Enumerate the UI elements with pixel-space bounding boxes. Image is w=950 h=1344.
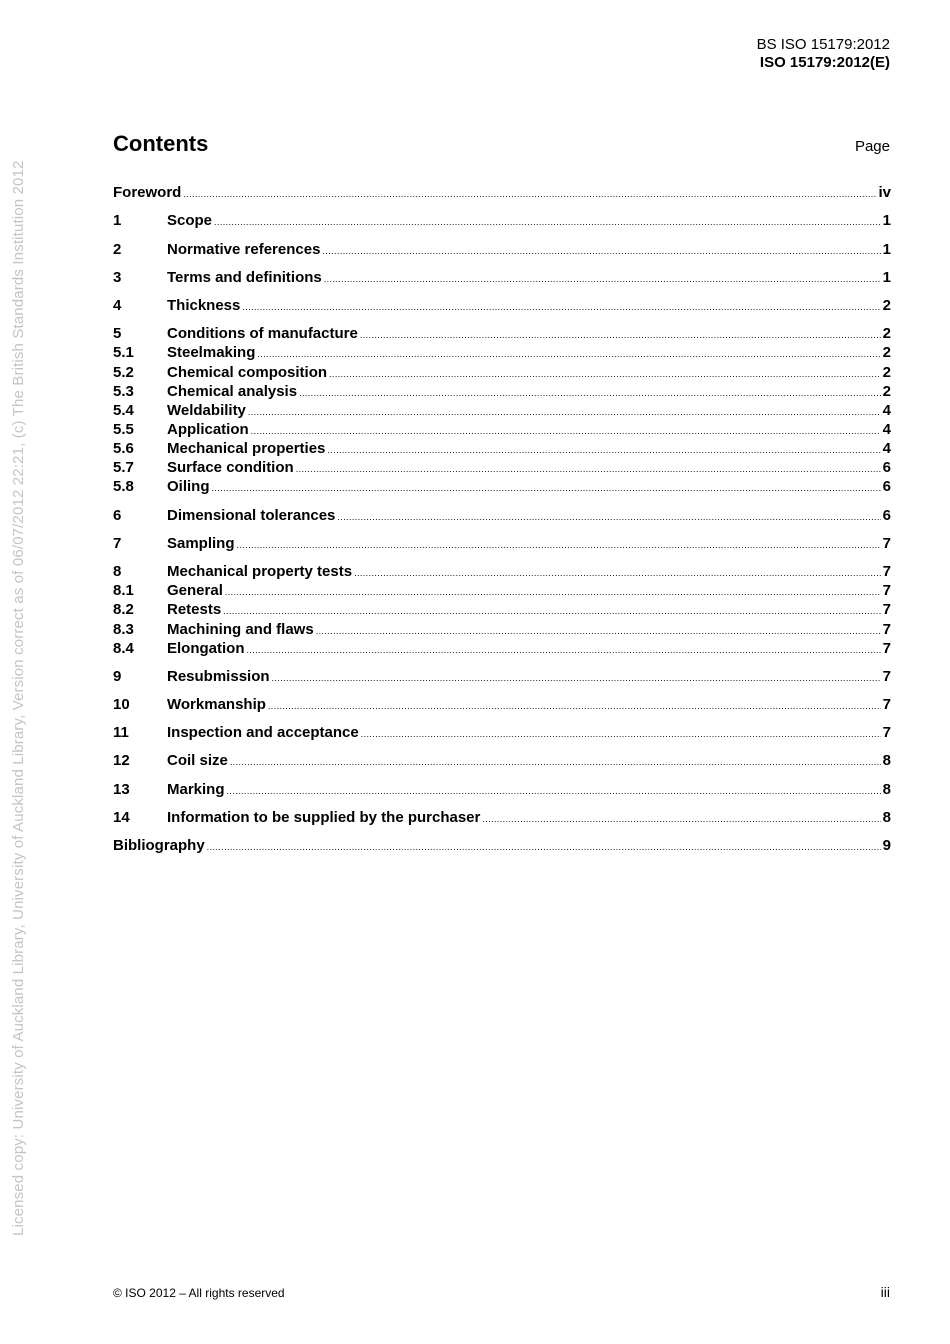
toc-entry[interactable] <box>113 695 891 714</box>
toc-entry-page: 6 <box>882 507 891 524</box>
toc-entry-number: 5 <box>113 325 122 342</box>
toc-entry[interactable] <box>113 667 891 686</box>
toc-dot-leader <box>272 669 881 688</box>
toc-entry-title: Retests <box>167 601 222 618</box>
toc-entry-number: 5.3 <box>113 383 134 400</box>
toc-entry-number: 12 <box>113 752 130 769</box>
toc-entry[interactable] <box>113 324 891 343</box>
toc-entry-title: Scope <box>167 212 213 229</box>
toc-entry-title: Foreword <box>113 184 182 201</box>
toc-entry-page: 2 <box>882 383 891 400</box>
license-watermark-text: Licensed copy: University of Auckland Library, University of Auckland Library, Version correct as of 06/07/2012 22:21, (c) The British Standards Institution 2012 <box>10 160 27 1236</box>
toc-entry-number: 2 <box>113 241 122 258</box>
toc-entry-page: 7 <box>882 621 891 638</box>
toc-entry[interactable] <box>113 723 891 742</box>
toc-entry-page: 2 <box>882 344 891 361</box>
toc-dot-leader <box>214 213 881 232</box>
toc-entry-number: 14 <box>113 809 130 826</box>
toc-entry-title: General <box>167 582 223 599</box>
toc-entry-title: Information to be supplied by the purchaser <box>167 809 481 826</box>
toc-entry-page: 7 <box>882 535 891 552</box>
toc-entry[interactable] <box>113 240 891 259</box>
toc-dot-leader <box>183 185 876 204</box>
toc-entry-number: 8.1 <box>113 582 134 599</box>
toc-entry-number: 7 <box>113 535 122 552</box>
toc-entry-page: 1 <box>882 269 891 286</box>
toc-entry-page: 8 <box>882 781 891 798</box>
toc-entry-number: 5.6 <box>113 440 134 457</box>
toc-dot-leader <box>223 602 880 621</box>
toc-entry[interactable] <box>113 534 891 553</box>
toc-entry-page: 8 <box>882 809 891 826</box>
toc-entry-page: 6 <box>882 478 891 495</box>
toc-entry-title: Mechanical property tests <box>167 563 353 580</box>
toc-entry-page: iv <box>878 184 891 201</box>
toc-entry-title: Sampling <box>167 535 235 552</box>
toc-entry-number: 5.1 <box>113 344 134 361</box>
toc-entry[interactable] <box>113 382 891 401</box>
toc-entry[interactable] <box>113 363 891 382</box>
toc-entry[interactable] <box>113 183 891 202</box>
toc-entry-title: Bibliography <box>113 837 205 854</box>
toc-entry[interactable] <box>113 458 891 477</box>
toc-entry-page: 7 <box>882 582 891 599</box>
standard-header <box>757 36 890 72</box>
toc-entry-page: 4 <box>882 421 891 438</box>
toc-dot-leader <box>482 810 880 829</box>
contents-title: Contents <box>113 131 209 156</box>
toc-entry-number: 13 <box>113 781 130 798</box>
toc-dot-leader <box>268 697 881 716</box>
toc-entry-page: 7 <box>882 563 891 580</box>
toc-entry[interactable] <box>113 600 891 619</box>
toc-entry-number: 1 <box>113 212 122 229</box>
toc-entry-title: Application <box>167 421 249 438</box>
toc-entry-page: 9 <box>882 837 891 854</box>
iso-standard-number: ISO 15179:2012(E) <box>759 54 890 71</box>
toc-entry[interactable] <box>113 808 891 827</box>
page-number: iii <box>880 1284 890 1300</box>
toc-entry[interactable] <box>113 343 891 362</box>
toc-entry-title: Chemical analysis <box>167 383 298 400</box>
toc-entry-title: Surface condition <box>167 459 294 476</box>
toc-entry-page: 4 <box>882 402 891 419</box>
toc-entry-page: 4 <box>882 440 891 457</box>
toc-entry-page: 6 <box>882 459 891 476</box>
toc-entry[interactable] <box>113 751 891 770</box>
bs-standard-number: BS ISO 15179:2012 <box>756 36 890 53</box>
toc-entry[interactable] <box>113 506 891 525</box>
toc-entry-title: Coil size <box>167 752 228 769</box>
toc-dot-leader <box>207 838 881 857</box>
toc-entry[interactable] <box>113 620 891 639</box>
toc-entry-title: Weldability <box>167 402 246 419</box>
toc-entry-number: 9 <box>113 668 122 685</box>
toc-dot-leader <box>361 725 881 744</box>
toc-entry-number: 5.4 <box>113 402 134 419</box>
toc-entry[interactable] <box>113 296 891 315</box>
toc-entry-page: 7 <box>882 668 891 685</box>
toc-entry-title: Resubmission <box>167 668 270 685</box>
toc-entry[interactable] <box>113 420 891 439</box>
toc-entry-page: 2 <box>882 297 891 314</box>
toc-entry[interactable] <box>113 581 891 600</box>
toc-entry-title: Elongation <box>167 640 245 657</box>
toc-entry-number: 4 <box>113 297 122 314</box>
toc-entry-title: Steelmaking <box>167 344 256 361</box>
toc-entry-page: 7 <box>882 724 891 741</box>
toc-entry-page: 2 <box>882 325 891 342</box>
toc-entry[interactable] <box>113 780 891 799</box>
toc-entry-title: Chemical composition <box>167 364 328 381</box>
toc-entry[interactable] <box>113 562 891 581</box>
toc-entry-number: 8.2 <box>113 601 134 618</box>
toc-entry-title: Machining and flaws <box>167 621 314 638</box>
toc-dot-leader <box>227 782 881 801</box>
toc-entry[interactable] <box>113 836 891 855</box>
toc-entry-title: Dimensional tolerances <box>167 507 336 524</box>
toc-dot-leader <box>257 345 880 364</box>
toc-entry-title: Inspection and acceptance <box>167 724 359 741</box>
toc-entry-title: Marking <box>167 781 225 798</box>
license-watermark <box>0 0 27 1344</box>
toc-entry-title: Oiling <box>167 478 210 495</box>
toc-entry-number: 5.8 <box>113 478 134 495</box>
toc-entry-number: 8.3 <box>113 621 134 638</box>
toc-dot-leader <box>237 536 881 555</box>
toc-entry-page: 7 <box>882 640 891 657</box>
toc-entry-title: Workmanship <box>167 696 266 713</box>
toc-dot-leader <box>242 298 880 317</box>
toc-dot-leader <box>247 641 881 660</box>
toc-entry-page: 1 <box>882 212 891 229</box>
toc-dot-leader <box>212 479 881 498</box>
toc-entry-page: 1 <box>882 241 891 258</box>
toc-entry-number: 11 <box>113 724 129 741</box>
toc-entry-number: 3 <box>113 269 122 286</box>
toc-entry-page: 7 <box>882 601 891 618</box>
toc-entry[interactable] <box>113 639 891 658</box>
toc-entry-number: 5.5 <box>113 421 134 438</box>
toc-entry-title: Mechanical properties <box>167 440 326 457</box>
toc-entry-page: 7 <box>882 696 891 713</box>
toc-entry-title: Normative references <box>167 241 321 258</box>
copyright-notice: © ISO 2012 – All rights reserved <box>113 1286 285 1300</box>
toc-entry-title: Thickness <box>167 297 241 314</box>
toc-entry[interactable] <box>113 268 891 287</box>
toc-entry-number: 6 <box>113 507 122 524</box>
toc-entry-page: 2 <box>882 364 891 381</box>
toc-entry-number: 5.2 <box>113 364 134 381</box>
toc-entry[interactable] <box>113 211 891 230</box>
page-column-label: Page <box>854 138 890 155</box>
toc-entry-page: 8 <box>882 752 891 769</box>
toc-entry[interactable] <box>113 477 891 496</box>
toc-entry-title: Conditions of manufacture <box>167 325 358 342</box>
toc-entry[interactable] <box>113 439 891 458</box>
toc-entry-title: Terms and definitions <box>167 269 322 286</box>
toc-entry-number: 10 <box>113 696 130 713</box>
toc-dot-leader <box>322 242 880 261</box>
toc-entry[interactable] <box>113 401 891 420</box>
toc-dot-leader <box>324 270 881 289</box>
toc-entry-number: 8.4 <box>113 640 134 657</box>
toc-entry-number: 5.7 <box>113 459 134 476</box>
toc-dot-leader <box>230 753 881 772</box>
toc-dot-leader <box>337 508 880 527</box>
toc-entry-number: 8 <box>113 563 122 580</box>
